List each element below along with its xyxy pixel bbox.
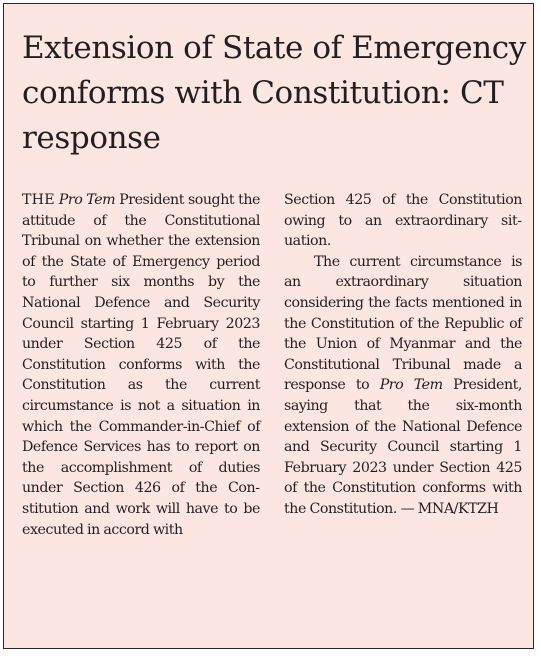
paragraph-2-text-end: President, saying that the six-month extension of the National Defence and Security Council starting 1 February 2023 under Section 425 of the Constitution conforms with the Constitution. — MNA/KTZH xyxy=(284,377,522,517)
article-column-right xyxy=(284,190,522,540)
article-headline: Extension of State of Emergency conforms with Constitution: CT response xyxy=(22,30,526,156)
paragraph-2 xyxy=(284,252,522,520)
article-column-left xyxy=(22,190,260,540)
lead-word: THE xyxy=(22,192,55,208)
paragraph-1-continued: Section 425 of the Constitution owing to an extraordinary situation. xyxy=(284,192,522,250)
article-body xyxy=(22,190,522,540)
news-article-box xyxy=(3,3,534,649)
pro-tem-italic: Pro Tem xyxy=(58,192,116,208)
paragraph-1 xyxy=(22,190,260,540)
paragraph-2-text-start: The current circumstance is an extraordinary situation considering the facts mentioned in the Constitution of the Republic of the Union of Myanmar and the Constitutional Tribunal made a response to xyxy=(284,253,522,394)
pro-tem-italic-2: Pro Tem xyxy=(379,377,443,394)
paragraph-1-text: President sought the attitude of the Constitutional Tribunal on whether the extension of the State of Emergency period to further six months by the National Defence and Security Council starting 1 February 2023 under Section 425 of the Constitution conforms with the Constitution as the current circumstance is not a situation in which the Commander-in-Chief of Defence Services has to report on the accomplishment of duties under Section 426 of the Constitution and work will have to be executed in accord with xyxy=(22,192,261,538)
